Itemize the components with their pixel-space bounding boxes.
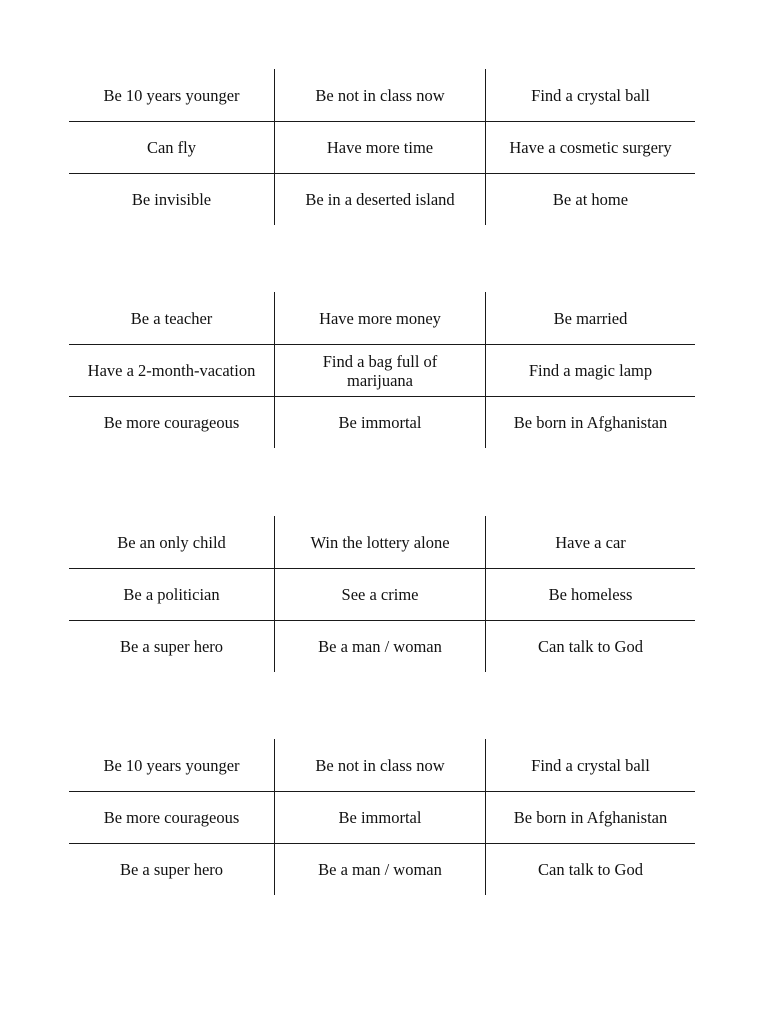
card-cell: Be a teacher xyxy=(69,292,275,345)
card-cell: See a crime xyxy=(275,569,486,621)
card-cell: Have a cosmetic surgery xyxy=(486,122,695,174)
card-cell: Be homeless xyxy=(486,569,695,621)
card-cell: Find a magic lamp xyxy=(486,345,695,397)
card-cell: Have more time xyxy=(275,122,486,174)
card-cell: Be more courageous xyxy=(69,792,275,844)
card-cell: Be a man / woman xyxy=(275,844,486,895)
card-cell: Be a man / woman xyxy=(275,621,486,672)
card-cell: Have a car xyxy=(486,516,695,569)
card-cell: Have more money xyxy=(275,292,486,345)
card-cell: Be a politician xyxy=(69,569,275,621)
card-cell: Be an only child xyxy=(69,516,275,569)
card-cell: Be in a deserted island xyxy=(275,174,486,225)
card-cell: Be born in Afghanistan xyxy=(486,792,695,844)
card-cell: Be more courageous xyxy=(69,397,275,448)
card-cell: Find a crystal ball xyxy=(486,739,695,792)
card-grid-1 xyxy=(69,69,695,225)
card-cell: Be invisible xyxy=(69,174,275,225)
card-cell: Be not in class now xyxy=(275,69,486,122)
card-cell: Be immortal xyxy=(275,397,486,448)
card-cell: Be 10 years younger xyxy=(69,739,275,792)
card-cell: Be at home xyxy=(552,190,629,209)
card-cell: Be born in Afghanistan xyxy=(513,413,668,432)
card-cell: Be not in class now xyxy=(275,739,486,792)
card-grid-3 xyxy=(69,516,695,672)
card-cell: Be a super hero xyxy=(69,844,275,895)
card-cell: Have a 2-month-vacation xyxy=(69,345,275,397)
card-grid-4 xyxy=(69,739,695,895)
card-cell: Be 10 years younger xyxy=(69,69,275,122)
card-cell: Win the lottery alone xyxy=(275,516,486,569)
card-cell: Be a super hero xyxy=(69,621,275,672)
card-cell: Be married xyxy=(486,292,695,345)
card-cell: Be immortal xyxy=(275,792,486,844)
card-cell: Can fly xyxy=(69,122,275,174)
card-cell xyxy=(275,345,486,397)
card-cell: Find a crystal ball xyxy=(486,69,695,122)
card-cell-text: Find a bag full of marijuana xyxy=(322,351,438,390)
card-cell: Can talk to God xyxy=(538,860,643,879)
card-cell: Can talk to God xyxy=(538,637,643,656)
card-grid-2 xyxy=(69,292,695,448)
